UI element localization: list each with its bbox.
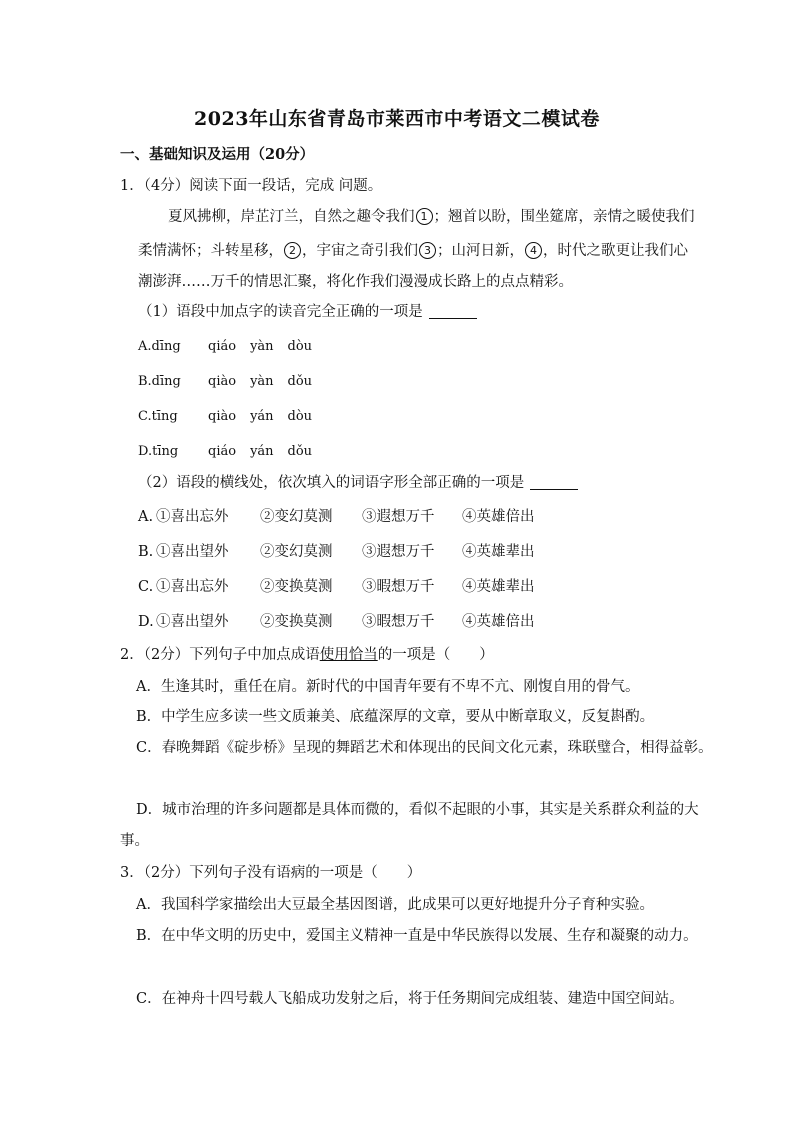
option-label: D.	[138, 614, 154, 630]
option-label: B.	[138, 544, 154, 560]
pinyin: yán	[250, 409, 274, 424]
q1-paragraph-line3: 潮澎湃……万千的情思汇聚，将化作我们漫漫成长路上的点点精彩。	[138, 274, 573, 290]
sub1-option-c[interactable]	[138, 406, 326, 427]
option-word: ①喜出忘外	[156, 579, 229, 595]
option-word: ④英雄倍出	[462, 509, 535, 525]
option-word: ③暇想万千	[362, 579, 435, 595]
option-label: C.tīng	[138, 409, 178, 424]
exam-title: 2023年山东省青岛市莱西市中考语文二模试卷	[194, 108, 600, 130]
option-word: ①喜出望外	[156, 544, 229, 560]
sub2-option-c[interactable]	[138, 577, 535, 597]
para-text: ，宇宙之奇引我们	[302, 243, 418, 259]
option-word: ③遐想万千	[362, 544, 435, 560]
q3-stem: 3．（2分）下列句子没有语病的一项是（ ）	[120, 865, 422, 881]
q1-paragraph-line1	[168, 207, 695, 227]
answer-blank	[429, 302, 477, 319]
sub2-text: （2）语段的横线处，依次填入的词语字形全部正确的一项是	[138, 475, 525, 491]
para-text: ；山河日新，	[437, 243, 524, 259]
option-word: ②变换莫测	[260, 579, 333, 595]
q2-option-b[interactable]: B．中学生应多读一些文质兼美、底蕴深厚的文章，要从中断章取义，反复斟酌。	[136, 709, 655, 725]
option-label: C.	[138, 579, 154, 595]
q1-paragraph-line2	[138, 241, 688, 261]
option-word: ①喜出忘外	[156, 509, 229, 525]
option-word: ③暇想万千	[362, 614, 435, 630]
para-text: ，时代之歌更让我们心	[543, 243, 688, 259]
para-text: ；翘首以盼，围坐筵席，亲情之暖使我们	[433, 209, 695, 225]
sub2-option-a[interactable]	[138, 507, 535, 527]
blank-marker-4: 4	[525, 242, 542, 259]
option-word: ④英雄倍出	[462, 614, 535, 630]
option-label: D.tīng	[138, 444, 179, 459]
pinyin: dǒu	[287, 444, 313, 459]
pinyin: yán	[250, 444, 274, 459]
pinyin: qiáo	[208, 444, 237, 459]
q2-stem-text: 2．（2分）下列句子中加点成语	[120, 647, 320, 663]
option-word: ②变换莫测	[260, 614, 333, 630]
sub1-option-a[interactable]	[138, 336, 326, 357]
q2-stem-text: 的一项是（ ）	[377, 647, 494, 663]
q2-option-a[interactable]: A．生逢其时，重任在肩。新时代的中国青年要有不卑不亢、刚愎自用的骨气。	[136, 679, 640, 695]
q3-option-c[interactable]: C．在神舟十四号载人飞船成功发射之后，将于任务期间完成组装、建造中国空间站。	[136, 991, 684, 1007]
q1-stem: 1．（4分）阅读下面一段话，完成 问题。	[120, 178, 383, 194]
blank-marker-1: 1	[416, 208, 433, 225]
q1-sub1-prompt	[138, 302, 477, 322]
q2-option-c[interactable]: C．春晚舞蹈《碇步桥》呈现的舞蹈艺术和体现出的民间文化元素，珠联璧合，相得益彰。	[136, 740, 713, 756]
pinyin: qiào	[208, 374, 237, 389]
q2-stem-underlined: 使用恰当	[319, 647, 378, 663]
para-text: 夏风拂柳，岸芷汀兰，自然之趣令我们	[168, 209, 415, 225]
sub1-option-b[interactable]	[138, 371, 326, 392]
option-word: ④英雄辈出	[462, 579, 535, 595]
q2-option-d[interactable]: D．城市治理的许多问题都是具体而微的，看似不起眼的小事，其实是关系群众利益的大	[136, 802, 699, 818]
option-label: A.	[138, 509, 154, 525]
blank-marker-2: 2	[284, 242, 301, 259]
pinyin: qiào	[208, 409, 237, 424]
pinyin: yàn	[250, 339, 274, 354]
q2-stem	[120, 645, 494, 665]
pinyin: qiáo	[208, 339, 237, 354]
pinyin: dòu	[287, 339, 313, 354]
para-text: 柔情满怀；斗转星移，	[138, 243, 283, 259]
option-word: ④英雄辈出	[462, 544, 535, 560]
option-word: ②变幻莫测	[260, 544, 333, 560]
pinyin: dòu	[287, 409, 313, 424]
section-heading: 一、基础知识及运用（20分）	[120, 146, 315, 163]
sub2-option-d[interactable]	[138, 612, 535, 632]
q1-sub2-prompt	[138, 473, 578, 493]
q3-option-a[interactable]: A．我国科学家描绘出大豆最全基因图谱，此成果可以更好地提升分子育种实验。	[136, 897, 654, 913]
sub1-text: （1）语段中加点字的读音完全正确的一项是	[138, 304, 423, 320]
option-label: B.dīng	[138, 374, 181, 389]
sub1-option-d[interactable]	[138, 441, 326, 462]
q2-option-d-cont: 事。	[120, 833, 149, 849]
option-word: ①喜出望外	[156, 614, 229, 630]
sub2-option-b[interactable]	[138, 542, 535, 562]
option-word: ②变幻莫测	[260, 509, 333, 525]
q3-option-b[interactable]: B．在中华文明的历史中，爱国主义精神一直是中华民族得以发展、生存和凝聚的动力。	[136, 928, 698, 944]
pinyin: yàn	[250, 374, 274, 389]
option-word: ③遐想万千	[362, 509, 435, 525]
answer-blank	[530, 473, 578, 490]
blank-marker-3: 3	[419, 242, 436, 259]
option-label: A.dīng	[138, 339, 181, 354]
pinyin: dǒu	[287, 374, 313, 389]
